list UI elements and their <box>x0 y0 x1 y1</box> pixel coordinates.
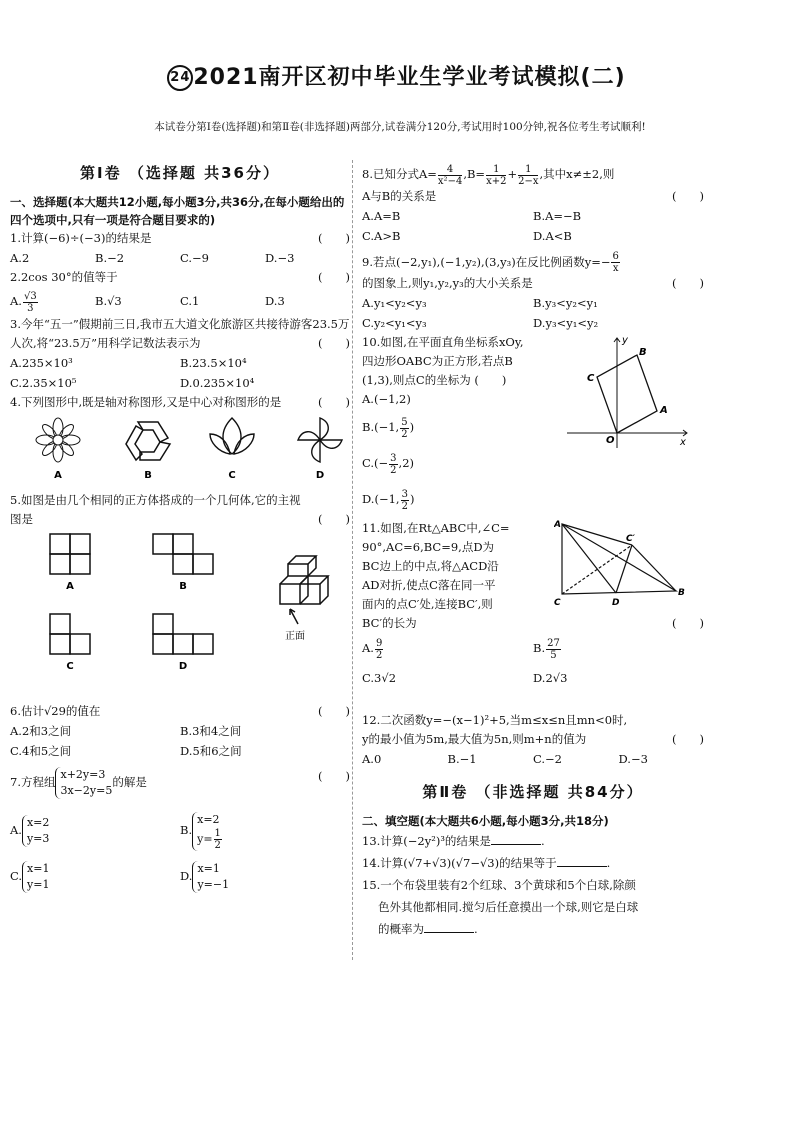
option[interactable]: D.2√3 <box>533 671 568 685</box>
part1-section-head: 一、选择题(本大题共12小题,每小题3分,共36分,在每小题给出的四个选项中,只有一项是符合题目要求的) <box>10 195 345 227</box>
option[interactable]: D.−3 <box>618 752 648 766</box>
q3-options <box>10 353 350 393</box>
q1-options <box>10 248 350 268</box>
answer-paren[interactable]: ( ) <box>318 704 350 718</box>
lotus-figure-icon <box>210 418 254 454</box>
option[interactable]: A. $\frac{√3}{3}$ <box>10 290 37 314</box>
question-7: 7.方程组x+2y=3 3x−2y=5的解是 ( ) <box>10 768 350 797</box>
question-9-cont: 的图象上,则y₁,y₂,y₃的大小关系是 ( ) <box>362 274 704 293</box>
option[interactable]: C.(− $\frac{3}{2}$ ,2) <box>362 452 415 476</box>
answer-blank[interactable] <box>557 866 607 867</box>
option[interactable]: C.−2 <box>533 752 562 766</box>
answer-paren[interactable]: ( ) <box>672 616 704 630</box>
cube-solid-figure-icon <box>280 556 328 604</box>
q4-label-b: B <box>144 470 152 481</box>
svg-text:B: B <box>678 588 685 598</box>
part2-section-head: 二、填空题(本大题共6小题,每小题3分,共18分) <box>362 814 609 828</box>
answer-paren[interactable]: ( ) <box>672 276 704 290</box>
svg-text:O: O <box>606 435 615 446</box>
option[interactable]: B.−2 <box>95 251 125 265</box>
q4-figures <box>10 412 350 482</box>
answer-paren[interactable]: ( ) <box>672 188 704 203</box>
q6-options <box>10 721 350 761</box>
question-3: 3.今年“五一”假期前三日,我市五大道文化旅游区共接待游客23.5万人次,将“23.5万”用科学记数法表示为 ( ) <box>10 315 350 353</box>
page-title <box>0 60 793 91</box>
svg-text:C: C <box>587 373 595 384</box>
recycle-figure-icon <box>126 422 170 460</box>
answer-paren[interactable]: ( ) <box>318 336 350 350</box>
answer-blank[interactable] <box>424 932 474 933</box>
column-divider <box>352 160 353 960</box>
question-15: 15.一个布袋里装有2个红球、3个黄球和5个白球,除颜 色外其他都相同.搅匀后任意摸出一个球,则它是白球 的概率为 . <box>362 878 639 936</box>
option[interactable]: B.√3 <box>95 294 122 308</box>
question-1: 1.计算(−6)÷(−3)的结果是 ( ) <box>10 229 350 248</box>
q8-options <box>362 206 704 246</box>
option[interactable]: C.1 <box>180 294 200 308</box>
option[interactable]: B.x=2 y= $\frac{1}{2}$ <box>180 812 221 851</box>
option[interactable]: D.y₃<y₁<y₂ <box>533 316 599 330</box>
question-14: 14.计算(√7+√3)(√7−√3)的结果等于 . <box>362 856 611 870</box>
question-5: 5.如图是由几个相同的正方体搭成的一个几何体,它的主视图是 ( ) <box>10 491 350 529</box>
option[interactable]: C.3√2 <box>362 671 397 685</box>
option[interactable]: C.A>B <box>362 228 401 243</box>
q7-options <box>10 807 350 899</box>
q4-label-a: A <box>54 470 62 481</box>
q4-label-c: C <box>228 470 236 481</box>
flower-figure-icon <box>36 418 80 462</box>
question-6: 6.估计√29的值在 ( ) <box>10 702 350 721</box>
svg-text:x: x <box>680 437 686 448</box>
option[interactable]: B.−1 <box>447 752 477 766</box>
q10-coordinate-figure <box>562 333 692 453</box>
part2-title: 第Ⅱ卷 （非选择题 共84分） <box>422 783 644 801</box>
answer-paren[interactable]: ( ) <box>318 231 350 245</box>
option[interactable]: D.5和6之间 <box>180 744 242 758</box>
option[interactable]: A.y₁<y₂<y₃ <box>362 296 427 310</box>
option[interactable]: B.y₃<y₂<y₁ <box>533 296 598 310</box>
exam-notice: 本试卷分第Ⅰ卷(选择题)和第Ⅱ卷(非选择题)两部分,试卷满分120分,考试用时100分钟,祝各位考生考试顺利! <box>154 121 646 133</box>
question-12: 12.二次函数y=−(x−1)²+5,当m≤x≤n且mn<0时, <box>362 713 628 727</box>
front-label: 正面 <box>285 631 305 642</box>
question-13: 13.计算(−2y²)³的结果是 . <box>362 834 545 848</box>
question-9: 9.若点(−2,y₁),(−1,y₂),(3,y₃)在反比例函数y=− $\frac{6}{x}$ <box>362 251 619 274</box>
q5-label-d: D <box>178 661 188 672</box>
svg-text:C′: C′ <box>626 534 635 544</box>
answer-paren[interactable]: ( ) <box>672 732 704 746</box>
q5-label-b: B <box>179 581 187 592</box>
option[interactable]: B.3和4之间 <box>180 724 242 738</box>
question-12-cont: y的最小值为5m,最大值为5n,则m+n的值为 ( ) <box>362 730 704 749</box>
option[interactable]: C.y₂<y₁<y₃ <box>362 316 427 330</box>
question-10: 10.如图,在平面直角坐标系xOy, 四边形OABC为正方形,若点B (1,3),则点C的坐标为 ( ) A.(−1,2) B.(−1, $\frac{5}{2}$ ) C.(− $\frac{3}{2}$ ,2) D.(−1, $\frac{3}{2}$ ) y x O A B C <box>362 333 704 519</box>
option[interactable]: B. $\frac{27}{5}$ <box>533 637 560 661</box>
option[interactable]: A.235×10³ <box>10 356 73 370</box>
part1-title: 第Ⅰ卷 （选择题 共36分） <box>80 164 280 182</box>
question-8: 8.已知分式A= $\frac{4}{\text{x²−4}}$ ,B= $\frac{1}{x+2}$ + $\frac{1}{2-x}$ ,其中x≠±2,则 <box>362 163 615 187</box>
option[interactable]: B.A=−B <box>533 208 582 223</box>
option[interactable]: D.A<B <box>533 228 572 243</box>
exam-title: 2021南开区初中毕业生学业考试模拟(二) <box>193 65 626 90</box>
left-column <box>10 158 350 899</box>
option[interactable]: D.(−1, $\frac{3}{2}$ ) <box>362 488 415 512</box>
answer-paren[interactable]: ( ) <box>318 270 350 284</box>
option[interactable]: D.0.235×10⁴ <box>180 376 255 390</box>
pinwheel-figure-icon <box>298 418 342 462</box>
answer-paren[interactable]: ( ) <box>474 373 507 387</box>
q11-triangle-figure <box>554 519 689 609</box>
option[interactable]: D.x=1 y=−1 <box>180 862 230 891</box>
svg-text:y: y <box>622 335 628 346</box>
answer-paren[interactable]: ( ) <box>318 395 350 409</box>
q9-options <box>362 293 704 333</box>
option[interactable]: A.A=B <box>362 208 401 223</box>
svg-text:B: B <box>639 347 647 358</box>
svg-text:A: A <box>660 405 668 416</box>
svg-text:A: A <box>554 520 561 530</box>
option[interactable]: B.23.5×10⁴ <box>180 356 247 370</box>
option[interactable]: C.−9 <box>180 251 209 265</box>
q2-options <box>10 287 350 315</box>
option[interactable]: A.(−1,2) <box>362 392 411 406</box>
q12-options <box>362 749 704 769</box>
option[interactable]: C.4和5之间 <box>10 744 72 758</box>
question-4: 4.下列图形中,既是轴对称图形,又是中心对称图形的是 ( ) <box>10 393 350 412</box>
option[interactable]: C.x=1 y=1 <box>10 862 50 891</box>
svg-text:C: C <box>554 598 561 608</box>
option[interactable]: D.3 <box>265 294 285 308</box>
option[interactable]: C.2.35×10⁵ <box>10 376 77 390</box>
answer-paren[interactable]: ( ) <box>318 512 350 526</box>
option[interactable]: D.−3 <box>265 251 295 265</box>
q5-figures <box>10 529 350 699</box>
q11-options <box>362 633 704 693</box>
option[interactable]: A. $\frac{9}{2}$ <box>362 637 383 661</box>
q5-label-c: C <box>66 661 74 672</box>
answer-blank[interactable] <box>491 844 541 845</box>
option[interactable]: A.2和3之间 <box>10 724 72 738</box>
q4-label-d: D <box>315 470 325 481</box>
exam-number-badge: 24 <box>167 65 193 91</box>
option[interactable]: A.2 <box>10 251 30 265</box>
question-2: 2.2cos 30°的值等于 ( ) <box>10 268 350 287</box>
svg-text:D: D <box>612 598 620 608</box>
option[interactable]: B.(−1, $\frac{5}{2}$ ) <box>362 416 415 440</box>
option[interactable]: A.x=2 y=3 <box>10 816 50 845</box>
question-8-cont: A与B的关系是 ( ) <box>362 187 704 206</box>
option[interactable]: A.0 <box>362 752 382 766</box>
right-column <box>362 162 704 940</box>
answer-paren[interactable]: ( ) <box>318 769 350 783</box>
question-11: 11.如图,在Rt△ABC中,∠C= 90°,AC=6,BC=9,点D为 BC边上的中点,将△ACD沿 AD对折,使点C落在同一平 面内的点C′处,连接BC′,则 BC′的长为 ( ) A. $\frac{9}{2}$ B. $\frac{27}{5}$ C.3√2 D.2√3 A C B D C′ <box>362 519 704 711</box>
q5-label-a: A <box>66 581 74 592</box>
